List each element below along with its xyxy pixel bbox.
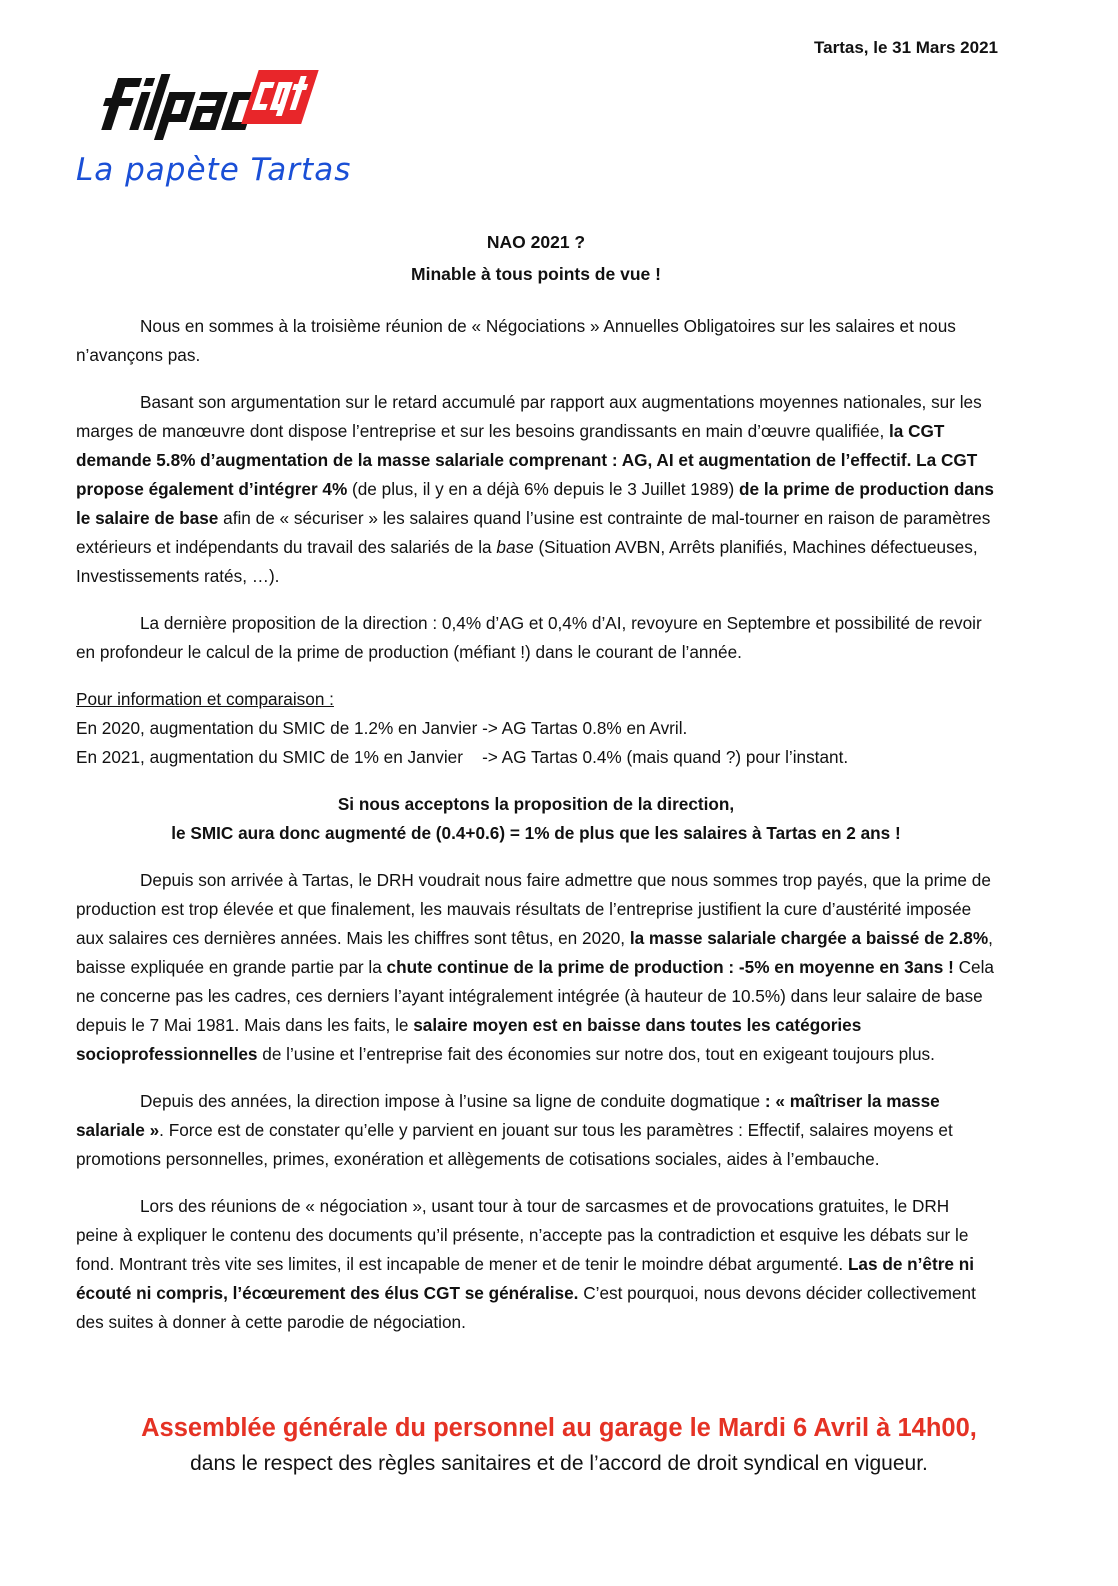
- filpac-cgt-logo-graphic: [92, 66, 322, 146]
- assembly-announcement: Assemblée générale du personnel au garage le Mardi 6 Avril à 14h00,: [141, 1414, 977, 1442]
- paragraph-drh-claims: [76, 866, 996, 1069]
- bold-run: Las de n’être ni écouté ni compris, l’écœurement des élus CGT se généralise.: [76, 1254, 975, 1303]
- bold-run: : « maîtriser la masse salariale »: [76, 1091, 940, 1140]
- title-line-2: Minable à tous points de vue !: [411, 264, 661, 284]
- emphasis-statement: [76, 790, 996, 848]
- text-run: Depuis son arrivée à Tartas, le DRH voudrait nous faire admettre que nous sommes trop payés, que la prime de production est trop élevée et que finalement, les mauvais résultats de l’entreprise justifient la cure d’austérité imposée aux salaires ces dernières années. Mais les chiffres sont têtus, en 2020,: [76, 870, 991, 948]
- emphasis-line-1: Si nous acceptons la proposition de la direction,: [337, 794, 735, 814]
- text-run: Depuis des années, la direction impose à l’usine sa ligne de conduite dogmatique: [140, 1091, 765, 1111]
- assembly-conditions: dans le respect des règles sanitaires et de l’accord de droit syndical en vigueur.: [190, 1452, 928, 1475]
- general-assembly-notice: [0, 1410, 1118, 1482]
- text-run: Basant son argumentation sur le retard accumulé par rapport aux augmentations moyennes nationales, sur les marges de manœuvre dont dispose l’entreprise et sur les besoins grandissants en main d’œuvre qualifiée,: [76, 392, 982, 441]
- paragraph-negotiation-meetings: [76, 1192, 996, 1337]
- text-run: (de plus, il y en a déjà 6% depuis le 3 Juillet 1989): [347, 479, 739, 499]
- bold-run: la CGT demande 5.8% d’augmentation de la masse salariale comprenant : AG, AI et augmentation de l’effectif. La CGT propose également d’intégrer 4%: [76, 421, 978, 499]
- paragraph-direction-policy: [76, 1087, 996, 1174]
- document-title: [76, 226, 996, 290]
- union-section-subtitle: La papète Tartas: [76, 152, 352, 188]
- italic-run: base: [496, 537, 534, 557]
- comparison-block: [76, 685, 996, 772]
- bold-run: chute continue de la prime de production : -5% en moyenne en 3ans !: [386, 957, 954, 977]
- title-line-1: NAO 2021 ?: [486, 232, 586, 252]
- paragraph-cgt-demand: [76, 388, 996, 591]
- comparison-title: Pour information et comparaison :: [76, 689, 334, 709]
- text-run: C’est pourquoi, nous devons décider collectivement des suites à donner à cette parodie de négociation.: [76, 1283, 976, 1332]
- document-date: Tartas, le 31 Mars 2021: [814, 38, 998, 57]
- bold-run: de la prime de production dans le salaire de base: [76, 479, 994, 528]
- text-run: afin de « sécuriser » les salaires quand l’usine est contrainte de mal-tourner en raison de paramètres extérieurs et indépendants du travail des salariés de la: [76, 508, 991, 557]
- text-run: Cela ne concerne pas les cadres, ces derniers l’ayant intégralement intégrée (à hauteur de 10.5%) dans leur salaire de base depuis le 7 Mai 1981. Mais dans les faits, le: [76, 957, 994, 1035]
- comparison-line-2021: En 2021, augmentation du SMIC de 1% en Janvier -> AG Tartas 0.4% (mais quand ?) pour l’instant.: [76, 747, 849, 767]
- emphasis-line-2: le SMIC aura donc augmenté de (0.4+0.6) = 1% de plus que les salaires à Tartas en 2 ans !: [171, 823, 901, 843]
- document-body: [76, 226, 996, 1355]
- paragraph-direction-proposal: La dernière proposition de la direction : 0,4% d’AG et 0,4% d’AI, revoyure en Septembre et possibilité de revoir en profondeur le calcul de la prime de production (méfiant !) dans le courant de l’année.: [76, 613, 982, 662]
- text-run: (Situation AVBN, Arrêts planifiés, Machines défectueuses, Investissements ratés, …).: [76, 537, 978, 586]
- text-run: de l’usine et l’entreprise fait des économies sur notre dos, tout en exigeant toujours plus.: [257, 1044, 935, 1064]
- bold-run: la masse salariale chargée a baissé de 2.8%: [629, 928, 989, 948]
- filpac-cgt-logo: [92, 66, 322, 146]
- text-run: . Force est de constater qu’elle y parvient en jouant sur tous les paramètres : Effectif, salaires moyens et promotions personnelles, primes, exonération et allègements de cotisations sociales, aides à l’embauche.: [76, 1120, 953, 1169]
- bold-run: salaire moyen est en baisse dans toutes les catégories socioprofessionnelles: [76, 1015, 862, 1064]
- paragraph-intro: Nous en sommes à la troisième réunion de « Négociations » Annuelles Obligatoires sur les salaires et nous n’avançons pas.: [76, 316, 956, 365]
- text-run: , baisse expliquée en grande partie par la: [76, 928, 993, 977]
- comparison-line-2020: En 2020, augmentation du SMIC de 1.2% en Janvier -> AG Tartas 0.8% en Avril.: [76, 718, 688, 738]
- text-run: Lors des réunions de « négociation », usant tour à tour de sarcasmes et de provocations gratuites, le DRH peine à expliquer le contenu des documents qu’il présente, n’accepte pas la contradiction et esquive les débats sur le fond. Montrant très vite ses limites, il est incapable de mener et de tenir le moindre débat argumenté.: [76, 1196, 969, 1274]
